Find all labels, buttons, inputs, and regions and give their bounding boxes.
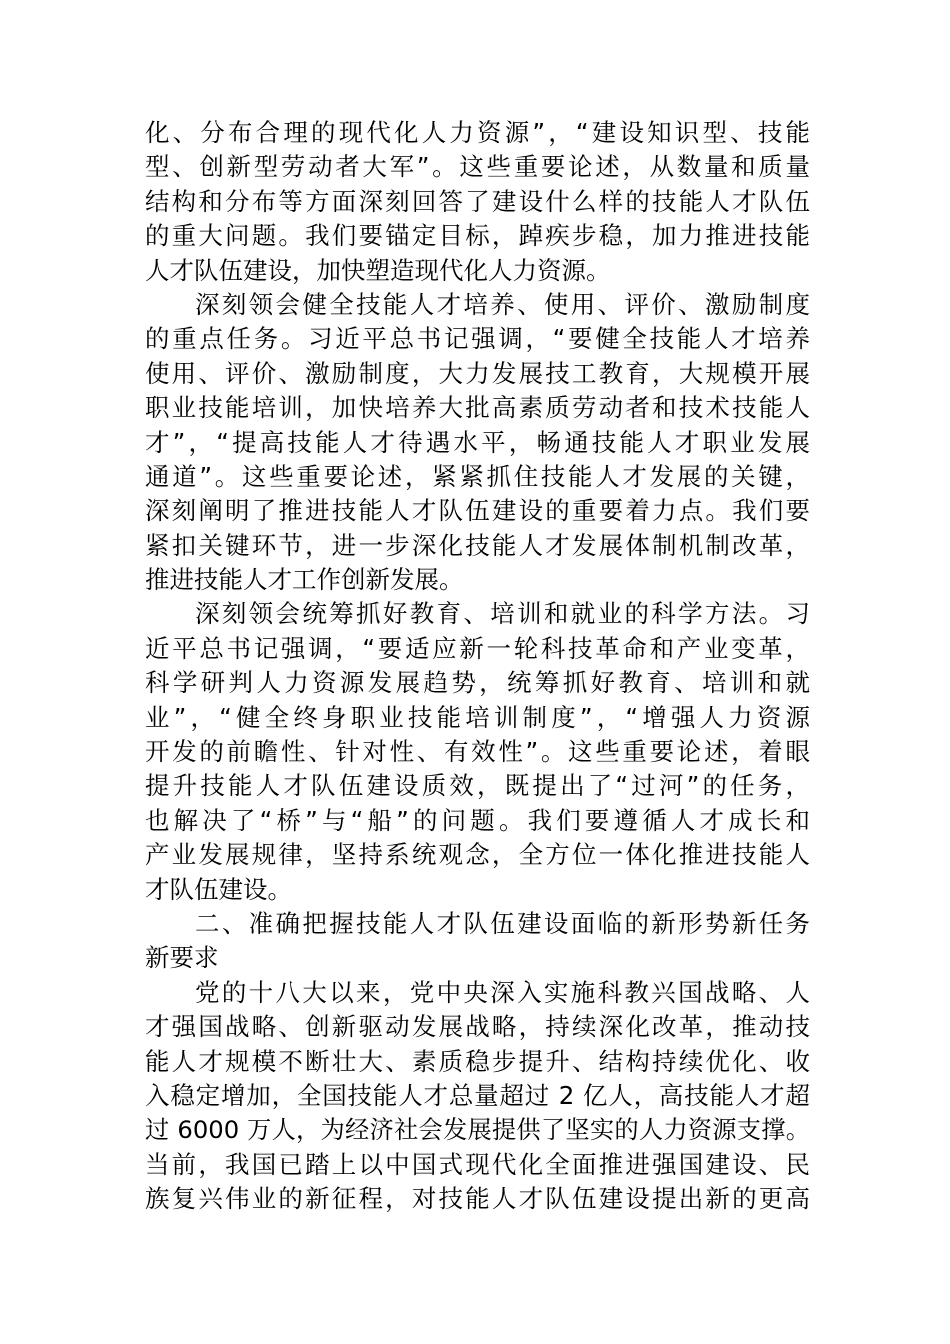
paragraph-2: [145, 288, 810, 598]
heading-line: 新要求: [145, 943, 219, 973]
paragraph-1-continuation: [145, 116, 810, 288]
text-line: 族复兴伟业的新征程，对技能人才队伍建设提出新的更高: [145, 1184, 810, 1214]
text-line: 的重大问题。我们要锚定目标，踔疾步稳，加力推进技能: [145, 221, 810, 251]
text-line: 科学研判人力资源发展趋势，统筹抓好教育、培训和就: [145, 668, 810, 698]
text-line: 产业发展规律，坚持系统观念，全方位一体化推进技能人: [145, 840, 810, 870]
text-line: 开发的前瞻性、针对性、有效性”。这些重要论述，着眼: [145, 737, 810, 767]
text-line: 业”，“健全终身职业技能培训制度”，“增强人力资源: [145, 702, 810, 732]
heading-line: 二、准确把握技能人才队伍建设面临的新形势新任务: [195, 908, 810, 938]
text-line: 通道”。这些重要论述，紧紧抓住技能人才发展的关键，: [145, 461, 810, 491]
text-line: 过 6000 万人，为经济社会发展提供了坚实的人力资源支撑。: [145, 1115, 810, 1145]
text-line: 深刻领会统筹抓好教育、培训和就业的科学方法。习: [195, 599, 810, 629]
document-page: [145, 116, 810, 1217]
paragraph-4: [145, 976, 810, 1217]
paragraph-3: [145, 597, 810, 907]
text-line: 能人才规模不断壮大、素质稳步提升、结构持续优化、收: [145, 1046, 810, 1076]
text-line: 紧扣关键环节，进一步深化技能人才发展体制机制改革，: [145, 530, 810, 560]
text-line: 才强国战略、创新驱动发展战略，持续深化改革，推动技: [145, 1012, 810, 1042]
text-line: 也解决了“桥”与“船”的问题。我们要遵循人才成长和: [145, 805, 810, 835]
text-line: 入稳定增加，全国技能人才总量超过 2 亿人，高技能人才超: [145, 1080, 810, 1110]
text-line: 使用、评价、激励制度，大力发展技工教育，大规模开展: [145, 358, 810, 388]
text-line: 职业技能培训，加快培养大批高素质劳动者和技术技能人: [145, 393, 810, 423]
text-line: 人才队伍建设，加快塑造现代化人力资源。: [145, 255, 611, 285]
text-line: 型、创新型劳动者大军”。这些重要论述，从数量和质量: [145, 152, 810, 182]
text-line: 结构和分布等方面深刻回答了建设什么样的技能人才队伍: [145, 186, 810, 216]
text-line: 的重点任务。习近平总书记强调，“要健全技能人才培养: [145, 324, 810, 354]
section-heading-2: [145, 907, 810, 976]
text-line: 才”，“提高技能人才待遇水平，畅通技能人才职业发展: [145, 427, 810, 457]
text-line: 当前，我国已踏上以中国式现代化全面推进强国建设、民: [145, 1149, 810, 1179]
text-line: 深刻阐明了推进技能人才队伍建设的重要着力点。我们要: [145, 496, 810, 526]
text-line: 近平总书记强调，“要适应新一轮科技革命和产业变革，: [145, 633, 810, 663]
text-line: 才队伍建设。: [145, 874, 292, 904]
text-line: 推进技能人才工作创新发展。: [145, 565, 464, 595]
text-line: 提升技能人才队伍建设质效，既提出了“过河”的任务，: [145, 771, 810, 801]
text-line: 深刻领会健全技能人才培养、使用、评价、激励制度: [195, 289, 810, 319]
text-line: 党的十八大以来，党中央深入实施科教兴国战略、人: [195, 977, 810, 1007]
text-line: 化、分布合理的现代化人力资源”，“建设知识型、技能: [145, 118, 810, 147]
